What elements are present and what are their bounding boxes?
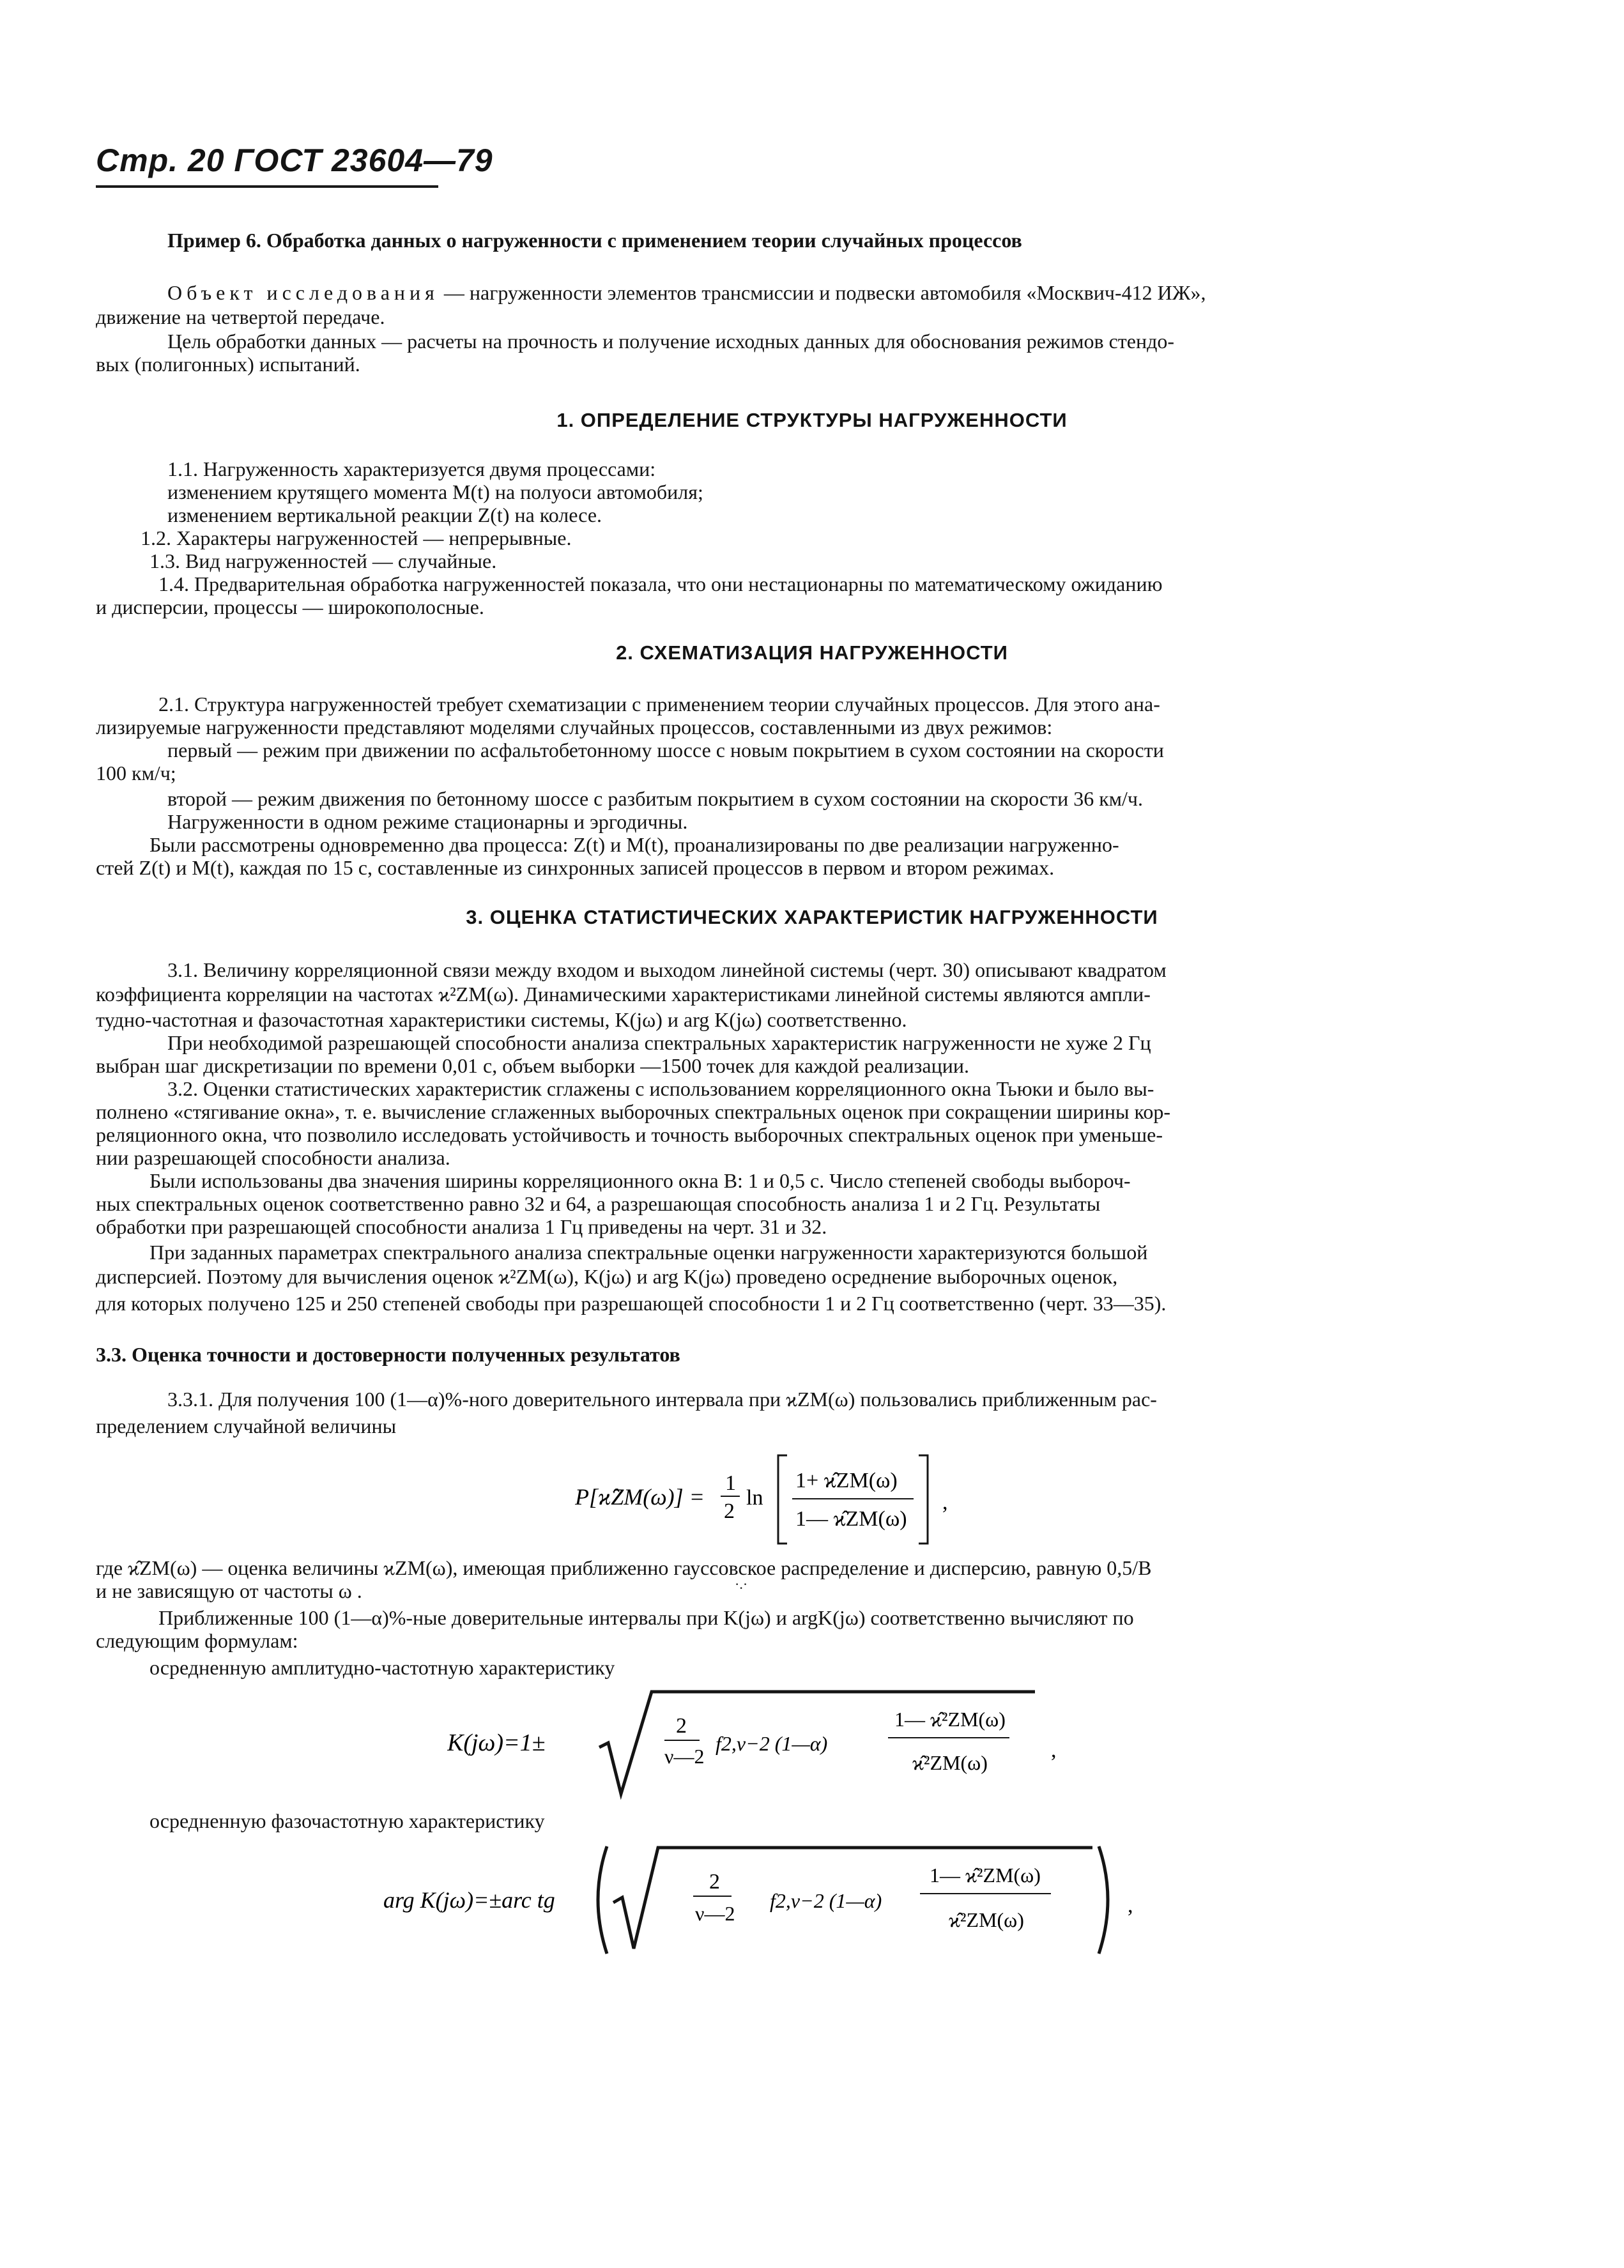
f2-tail: , [1051, 1738, 1057, 1762]
s3-line: выбран шаг дискретизации по времени 0,01 с, объем выборки —1500 точек для каждой реализации. [96, 1054, 969, 1077]
f3-a-num: 2 [709, 1870, 720, 1894]
s1-line: изменением вертикальной реакции Z(t) на колесе. [167, 503, 602, 526]
f1-den: 1— ϰ̂ZM(ω) [795, 1507, 907, 1531]
f1-lhs: P[ϰ̂ZM(ω)] = [575, 1484, 705, 1510]
f1-right-bracket [919, 1455, 928, 1544]
s33-line: и не зависящую от частоты ω . [96, 1579, 362, 1602]
s33-line: следующим формулам: [96, 1629, 298, 1652]
s3-line: При необходимой разрешающей способности анализа спектральных характеристик нагруженности не хуже 2 Гц [167, 1031, 1151, 1054]
intro-goal-line-1: Цель обработки данных — расчеты на прочность и получение исходных данных для обоснования режимов стендо- [167, 330, 1175, 353]
s2-line: 100 км/ч; [96, 762, 176, 785]
s2-line: 2.1. Структура нагруженностей требует схематизации с применением теории случайных процессов. Для этого ана- [158, 693, 1160, 716]
s1-line: 1.1. Нагруженность характеризуется двумя процессами: [167, 457, 656, 480]
f2-a-den: ν—2 [664, 1745, 705, 1768]
example-title: Пример 6. Обработка данных о нагруженности с применением теории случайных процессов [167, 229, 1022, 252]
f1-ln: ln [746, 1486, 763, 1510]
s1-line: и дисперсии, процессы — широкополосные. [96, 595, 484, 618]
f3-right-paren [1099, 1846, 1108, 1954]
section-1-title: 1. ОПРЕДЕЛЕНИЕ СТРУКТУРЫ НАГРУЖЕННОСТИ [556, 409, 1068, 431]
f3-den: ϰ̂²ZM(ω) [949, 1908, 1024, 1931]
s3-line: полнено «стягивание окна», т. е. вычисление сглаженных выборочных спектральных оценок при сокращении ширины кор- [96, 1100, 1171, 1123]
stray-mark: ·.· [735, 1576, 748, 1592]
s2-line: первый — режим при движении по асфальтобетонному шоссе с новым покрытием в сухом состоянии на скорости [167, 739, 1164, 762]
f3-num: 1— ϰ̂²ZM(ω) [930, 1864, 1041, 1887]
s33-line: 3.3.1. Для получения 100 (1—α)%-ного доверительного интервала при ϰZM(ω) пользовались приближенным рас- [167, 1388, 1157, 1411]
s3-line: При заданных параметрах спектрального анализа спектральные оценки нагруженности характеризуются большой [149, 1241, 1148, 1264]
object-label: Объект исследования [167, 281, 439, 304]
s1-line: 1.2. Характеры нагруженностей — непрерывные. [141, 526, 572, 549]
f1-coef-den: 2 [724, 1499, 735, 1523]
s3-line: нии разрешающей способности анализа. [96, 1146, 450, 1169]
s1-line: 1.3. Вид нагруженностей — случайные. [149, 549, 497, 572]
s3-line: ных спектральных оценок соответственно равно 32 и 64, а разрешающая способность анализа 1 и 2 Гц. Результаты [96, 1192, 1101, 1215]
s2-line: Нагруженности в одном режиме стационарны и эргодичны. [167, 810, 688, 833]
s2-line: Были рассмотрены одновременно два процесса: Z(t) и M(t), проанализированы по две реализации нагруженно- [149, 833, 1119, 856]
s33-line: где ϰ̂ZM(ω) — оценка величины ϰZM(ω), имеющая приближенно гауссовское распределение и дисперсию, равную 0,5/B [96, 1556, 1152, 1579]
header-rule [96, 185, 438, 188]
s3-line: для которых получено 125 и 250 степеней свободы при разрешающей способности 1 и 2 Гц соответственно (черт. 33—35). [96, 1292, 1167, 1315]
formula-2-graphic [447, 1687, 1086, 1802]
f2-den: ϰ̂²ZM(ω) [912, 1751, 988, 1774]
s3-line: реляционного окна, что позволило исследовать устойчивость и точность выборочных спектральных оценок при уменьше- [96, 1123, 1163, 1146]
section-2-title: 2. СХЕМАТИЗАЦИЯ НАГРУЖЕННОСТИ [616, 641, 1008, 664]
intro-goal-line-2: вых (полигонных) испытаний. [96, 353, 360, 376]
s33-line: пределением случайной величины [96, 1414, 397, 1437]
formula-3-graphic [383, 1839, 1150, 1960]
f3-lhs: arg K(jω)=±arc tg [383, 1887, 555, 1913]
s3-line: дисперсией. Поэтому для вычисления оценок ϰ²ZM(ω), K(jω) и arg K(jω) проведено осреднение выборочных оценок, [96, 1265, 1118, 1288]
subsection-3-3-title: 3.3. Оценка точности и достоверности полученных результатов [96, 1343, 680, 1366]
f3-left-paren [598, 1846, 607, 1954]
page-header: Стр. 20 ГОСТ 23604—79 [96, 142, 493, 178]
s2-line: лизируемые нагруженности представляют моделями случайных процессов, составленными из двух режимов: [96, 716, 1053, 739]
f3-a-den: ν—2 [695, 1902, 735, 1925]
f1-num: 1+ ϰ̂ZM(ω) [795, 1469, 898, 1492]
s3-line: Были использованы два значения ширины корреляционного окна B: 1 и 0,5 с. Число степеней свободы выбороч- [149, 1169, 1131, 1192]
s2-line: стей Z(t) и M(t), каждая по 15 с, составленные из синхронных записей процессов в первом и втором режимах. [96, 856, 1055, 879]
f1-coef-num: 1 [725, 1471, 736, 1495]
formula-1-graphic [575, 1450, 1022, 1546]
f1-tail: , [942, 1490, 948, 1514]
s3-line: 3.2. Оценки статистических характеристик сглажены с использованием корреляционного окна Тьюки и было вы- [167, 1077, 1154, 1100]
f1-left-bracket [778, 1455, 787, 1544]
s33-line: осредненную амплитудно-частотную характеристику [149, 1656, 615, 1679]
section-3-title: 3. ОЦЕНКА СТАТИСТИЧЕСКИХ ХАРАКТЕРИСТИК НАГРУЖЕННОСТИ [466, 906, 1158, 928]
object-text: — нагруженности элементов трансмиссии и подвески автомобиля «Москвич-412 ИЖ», [438, 281, 1206, 304]
s33-line: Приближенные 100 (1—α)%-ные доверительные интервалы при K(jω) и argK(jω) соответственно вычисляют по [158, 1606, 1134, 1629]
f2-lhs: K(jω)=1± [447, 1729, 546, 1756]
intro-object-line-2: движение на четвертой передаче. [96, 305, 385, 328]
s1-line: 1.4. Предварительная обработка нагруженностей показала, что они нестационарны по математическому ожиданию [158, 572, 1163, 595]
s3-line: коэффициента корреляции на частотах ϰ²ZM(ω). Динамическими характеристиками линейной системы являются ампли- [96, 983, 1151, 1006]
f2-f: f2,ν−2 (1—α) [716, 1732, 828, 1755]
f3-f: f2,ν−2 (1—α) [770, 1889, 882, 1912]
s3-line: тудно-частотная и фазочастотная характеристики системы, K(jω) и arg K(jω) соответственно. [96, 1008, 907, 1031]
s33-line: осредненную фазочастотную характеристику [149, 1809, 545, 1832]
s2-line: второй — режим движения по бетонному шоссе с разбитым покрытием в сухом состоянии на скорости 36 км/ч. [167, 787, 1143, 810]
intro-object-line-1 [167, 281, 1206, 304]
s1-line: изменением крутящего момента M(t) на полуоси автомобиля; [167, 480, 703, 503]
f2-num: 1— ϰ̂²ZM(ω) [894, 1708, 1006, 1731]
f3-tail: , [1128, 1894, 1133, 1917]
s3-line: 3.1. Величину корреляционной связи между входом и выходом линейной системы (черт. 30) описывают квадратом [167, 958, 1167, 981]
f2-a-num: 2 [676, 1714, 687, 1738]
s3-line: обработки при разрешающей способности анализа 1 Гц приведены на черт. 31 и 32. [96, 1215, 827, 1238]
